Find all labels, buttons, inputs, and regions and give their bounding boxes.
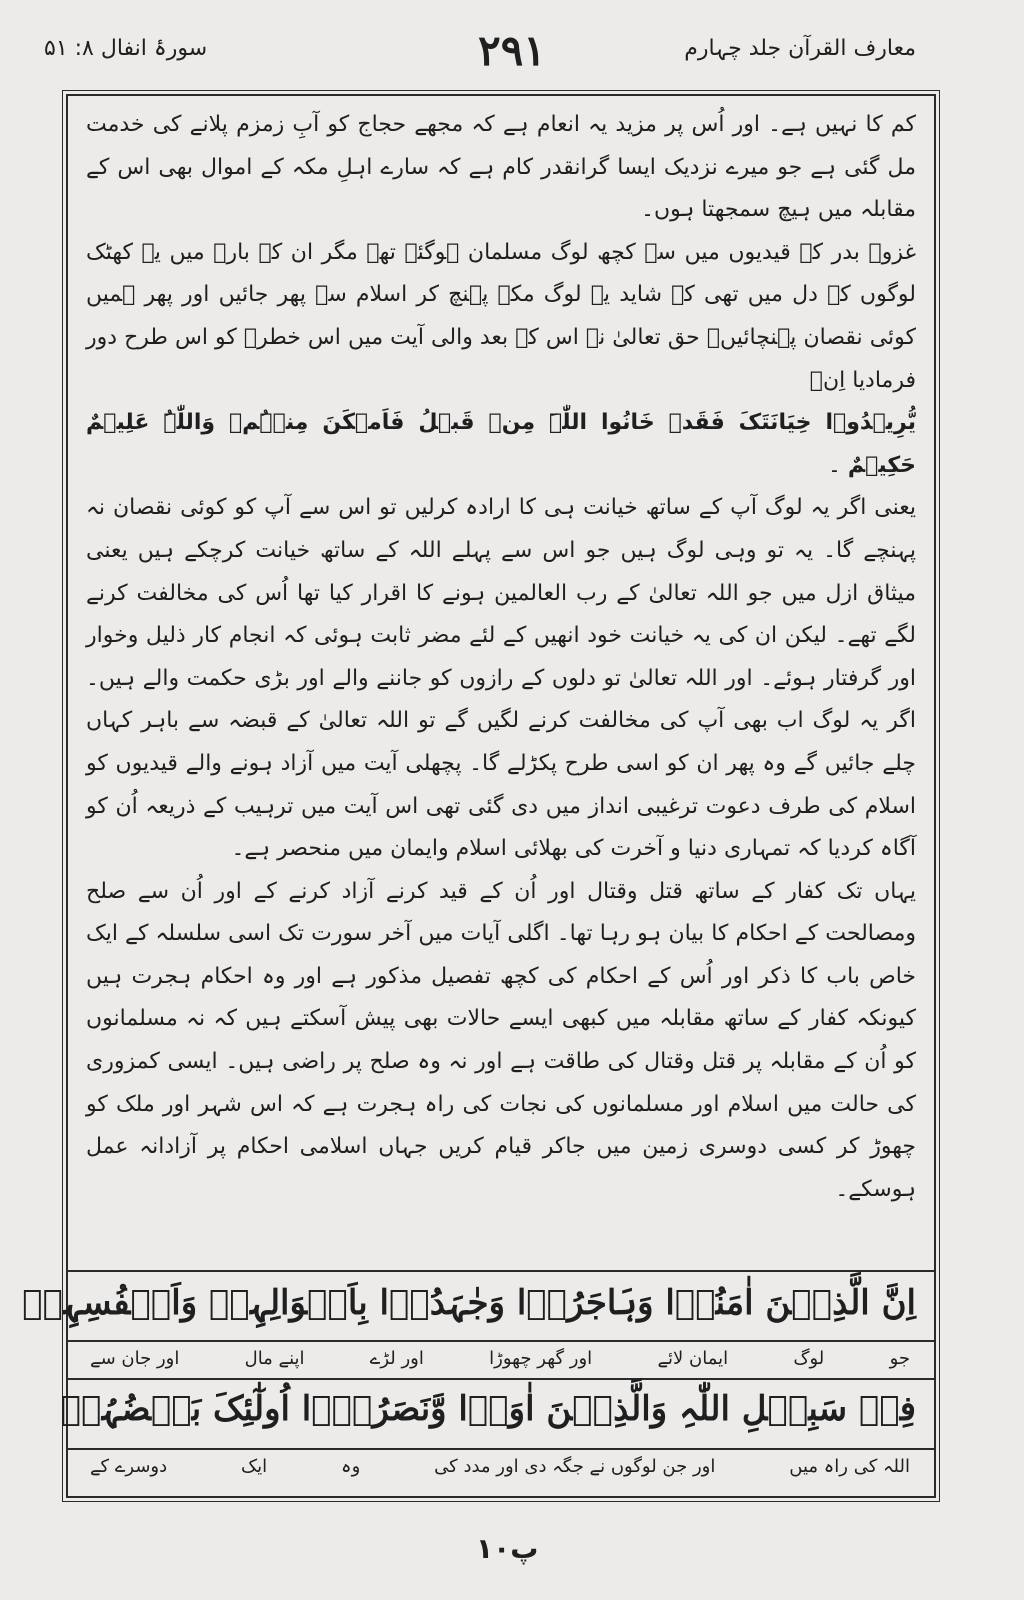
paragraph-1: کم کا نہیں ہے۔ اور اُس پر مزید یہ انعام ہے کہ مجھے حجاج کو آبِ زمزم پلانے کی خدمت مل گئی ہے جو میرے نزدیک ایسا گرانقدر کام ہے کہ سارے اہلِ مکہ کے اموال بھی اس کے مقابلہ میں ہیچ سمجھتا ہوں۔	[86, 112, 916, 223]
gloss-word: اپنے مال	[244, 1348, 305, 1369]
gloss-word: ایمان لائے	[657, 1348, 729, 1369]
gloss-word: اور جان سے	[90, 1348, 180, 1369]
verse-line-1: اِنَّ الَّذِیۡنَ اٰمَنُوۡا وَہَاجَرُوۡا وَجٰہَدُوۡا بِاَمۡوَالِہِمۡ وَاَنۡفُسِہِمۡ	[22, 1283, 916, 1323]
inline-verse-text: یُّرِیۡدُوۡا خِیَانَتَکَ فَقَدۡ خَانُوا اللّٰہَ مِنۡ قَبۡلُ فَاَمۡکَنَ مِنۡہُمۡ وَاللّٰہُ عَلِیۡمٌ حَکِیۡمٌ	[86, 410, 916, 478]
paragraph-4: یہاں تک کفار کے ساتھ قتل وقتال اور اُن کے قید کرنے آزاد کرنے کے اور اُن سے صلح ومصالحت کے احکام کا بیان ہو رہا تھا۔ اگلی آیات میں آخر سورت تک اسی سلسلہ کے ایک خاص باب کا ذکر اور اُس کے احکام کی کچھ تفصیل مذکور ہے اور وہ احکام ہجرت ہیں کیونکہ کفار کے ساتھ مقابلہ میں کبھی ایسے حالات بھی پیش آسکتے ہیں کہ نہ مسلمانوں کو اُن کے مقابلہ پر قتل وقتال کی طاقت ہے اور نہ وہ صلح پر راضی ہیں۔ ایسی کمزوری کی حالت میں اسلام اور مسلمانوں کی نجات کی راہ ہجرت ہے کہ اس شہر اور ملک کو چھوڑ کر کسی دوسری زمین میں جاکر قیام کریں جہاں اسلامی احکام پر آزادانہ عمل ہوسکے۔	[86, 878, 916, 1202]
paragraph-2-text: غزوۂ بدر کے قیدیوں میں سے کچھ لوگ مسلمان ہوگئے تھے مگر ان کے بارہ میں یہ کھٹک لوگوں کے دل میں تھی کہ شاید یہ لوگ مکہ پہنچ کر اسلام سے پھر جائیں اور پھر ہمیں کوئی نقصان پہنچائیں۔ حق تعالیٰ نے اس کے بعد والی آیت میں اس خطرہ کو اس طرح دور فرمادیا	[86, 239, 916, 393]
header-book-title: معارف القرآن جلد چہارم	[684, 36, 916, 61]
verse-line-2: فِیۡ سَبِیۡلِ اللّٰہِ وَالَّذِیۡنَ اٰوَوۡا وَّنَصَرُوۡۤا اُولٰٓئِکَ بَعۡضُہُمۡ	[60, 1389, 916, 1429]
gloss-word: ایک	[241, 1456, 268, 1477]
gloss-word: دوسرے کے	[90, 1456, 168, 1477]
gloss-word: جو	[889, 1348, 910, 1369]
gloss-word: اور گھر چھوڑا	[489, 1348, 593, 1369]
para-marker: پ۱۰	[476, 1532, 539, 1565]
divider	[66, 1448, 936, 1450]
commentary-text	[86, 104, 916, 1211]
gloss-word: لوگ	[793, 1348, 825, 1369]
paragraph-2	[86, 232, 916, 402]
divider	[66, 1340, 936, 1342]
gloss-word: اور لڑے	[369, 1348, 424, 1369]
divider	[66, 1270, 936, 1272]
paragraph-3: یعنی اگر یہ لوگ آپ کے ساتھ خیانت ہی کا ارادہ کرلیں تو اس سے آپ کو کوئی نقصان نہ پہنچے گا۔ یہ تو وہی لوگ ہیں جو اس سے پہلے اللہ کے ساتھ خیانت کرچکے ہیں یعنی میثاق ازل میں جو اللہ تعالیٰ کے رب العالمین ہونے کا اقرار کیا تھا اُس کی مخالفت کرنے لگے تھے۔ لیکن ان کی یہ خیانت خود انھیں کے لئے مضر ثابت ہوئی کہ انجام کار ذلیل وخوار اور گرفتار ہوئے۔ اور اللہ تعالیٰ تو دلوں کے رازوں کو جاننے والے اور بڑی حکمت والے ہیں۔ اگر یہ لوگ اب بھی آپ کی مخالفت کرنے لگیں گے تو اللہ تعالیٰ کے قبضہ سے باہر کہاں چلے جائیں گے وہ پھر ان کو اسی طرح پکڑلے گا۔ پچھلی آیت میں آزاد ہونے والے قیدیوں کو اسلام کی طرف دعوت ترغیبی انداز میں دی گئی تھی اس آیت میں ترہیب کے ذریعہ اُن کو آگاہ کردیا کہ تمہاری دنیا و آخرت کی بھلائی اسلام وایمان میں منحصر ہے۔	[86, 495, 916, 862]
gloss-line-1	[90, 1348, 910, 1369]
page-number: ۲۹۱	[478, 26, 546, 75]
gloss-line-2	[90, 1456, 910, 1477]
divider	[66, 1378, 936, 1380]
gloss-word: وہ	[341, 1456, 361, 1477]
quote-prefix: اِنۡ	[809, 367, 846, 393]
inline-verse	[86, 402, 916, 487]
inline-verse-end: ۔	[828, 452, 841, 478]
gloss-word: اور جن لوگوں نے جگہ دی اور مدد کی	[434, 1456, 716, 1477]
gloss-word: اللہ کی راہ میں	[789, 1456, 910, 1477]
header-surah: سورۂ انفال ۸: ۵۱	[44, 36, 208, 61]
